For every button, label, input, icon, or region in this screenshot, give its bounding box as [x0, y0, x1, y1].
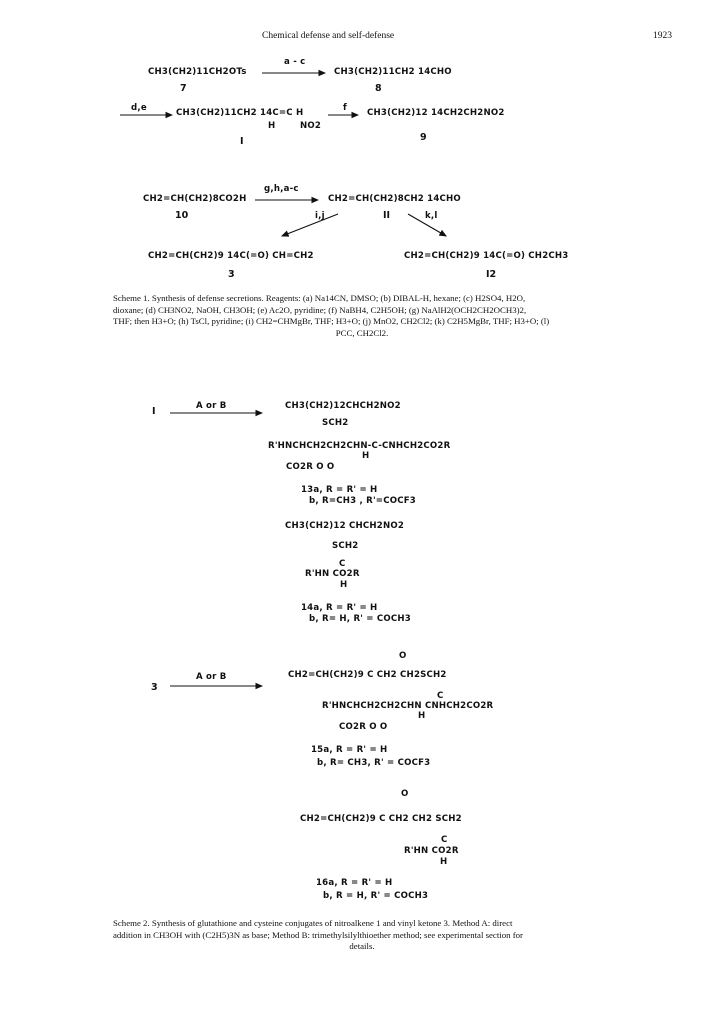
start-label-3: 3 [151, 682, 158, 693]
compound-9-formula: CH3(CH2)12 14CH2CH2NO2 [367, 108, 505, 118]
c15-line4: H [418, 711, 426, 721]
reagent-f: f [343, 103, 347, 113]
c15-line1: CH2=CH(CH2)9 C CH2 CH2SCH2 [288, 670, 447, 680]
scheme1-caption [113, 293, 611, 339]
compound-11-formula: CH2=CH(CH2)8CH2 14CHO [328, 194, 461, 204]
caption-line: details. [349, 941, 375, 951]
arrow-i-j [282, 214, 338, 236]
c16-line2: C [441, 835, 448, 845]
method-a-or-b-1: A or B [196, 401, 227, 411]
scheme2-caption [113, 918, 611, 953]
c15a-label: 15a, R = R' = H [311, 745, 388, 755]
label-12: I2 [486, 269, 497, 280]
c14-line1: CH3(CH2)12 CHCH2NO2 [285, 521, 405, 531]
compound-3-formula: CH2=CH(CH2)9 14C(=O) CH=CH2 [148, 251, 314, 261]
label-1: I [240, 136, 244, 147]
label-3: 3 [228, 269, 235, 280]
c14-line4: R'HN CO2R [305, 569, 360, 579]
caption-line: Scheme 1. Synthesis of defense secretions. Reagents: (a) Na14CN, DMSO; (b) DIBAL-H, hexane; (c) H2SO4, H2O, [113, 293, 526, 303]
reagents-g-h: g,h,a-c [264, 184, 299, 194]
label-11: II [383, 210, 391, 221]
c15-line5: CO2R O O [339, 722, 388, 732]
label-7: 7 [180, 83, 187, 94]
compound-10-formula: CH2=CH(CH2)8CO2H [143, 194, 247, 204]
c16-line0: O [401, 789, 409, 799]
c15-line0: O [399, 651, 407, 661]
c14-line3: C [339, 559, 346, 569]
compound-12-formula: CH2=CH(CH2)9 14C(=O) CH2CH3 [404, 251, 569, 261]
method-a-or-b-2: A or B [196, 672, 227, 682]
c15b-label: b, R= CH3, R' = COCF3 [317, 758, 431, 768]
caption-line: Scheme 2. Synthesis of glutathione and cysteine conjugates of nitroalkene 1 and vinyl ketone 3. Method A: direct [113, 918, 513, 928]
nitroalkene-no2: NO2 [300, 121, 322, 131]
c13-line1: CH3(CH2)12CHCH2NO2 [285, 401, 401, 411]
c16-line3: R'HN CO2R [404, 846, 459, 856]
caption-line: PCC, CH2Cl2. [335, 327, 389, 338]
label-8: 8 [375, 83, 382, 94]
compound-8-formula: CH3(CH2)11CH2 14CHO [334, 67, 452, 77]
c14a-label: 14a, R = R' = H [301, 603, 378, 613]
compound-7-formula: CH3(CH2)11CH2OTs [148, 67, 247, 77]
label-9: 9 [420, 132, 427, 143]
c16b-label: b, R = H, R' = COCH3 [323, 891, 429, 901]
c14-line5: H [340, 580, 348, 590]
c14-line2: SCH2 [332, 541, 359, 551]
c16a-label: 16a, R = R' = H [316, 878, 393, 888]
reagents-k-l: k,l [425, 211, 438, 221]
nitroalkene-1-formula: CH3(CH2)11CH2 14C=C H [176, 108, 304, 118]
c13-line3: R'HNCHCH2CH2CHN-C-CNHCH2CO2R [268, 441, 451, 451]
reagents-a-c: a - c [284, 57, 306, 67]
reagents-i-j: i,j [315, 211, 325, 221]
reagents-d-e: d,e [131, 103, 147, 113]
c15-line3: R'HNCHCH2CH2CHN CNHCH2CO2R [322, 701, 494, 711]
caption-line: dioxane; (d) CH3NO2, NaOH, CH3OH; (e) Ac2O, pyridine; (f) NaBH4, C2H5OH; (g) NaAlH2(OCH2CH2OCH3)2, [113, 304, 527, 315]
c13-line5: CO2R O O [286, 462, 335, 472]
c15-line2: C [437, 691, 444, 701]
c13b-label: b, R=CH3 , R'=COCF3 [309, 496, 416, 506]
running-title: Chemical defense and self-defense [262, 31, 395, 41]
label-10: 10 [175, 210, 189, 221]
c13a-label: 13a, R = R' = H [301, 485, 378, 495]
nitroalkene-h: H [268, 121, 276, 131]
c16-line1: CH2=CH(CH2)9 C CH2 CH2 SCH2 [300, 814, 462, 824]
caption-line: addition in CH3OH with (C2H5)3N as base; Method B: trimethylsilylthioether method; see experimental section for [113, 929, 523, 940]
c16-line4: H [440, 857, 448, 867]
page-number: 1923 [653, 31, 672, 41]
c14b-label: b, R= H, R' = COCH3 [309, 614, 411, 624]
start-label-1: I [152, 406, 156, 417]
c13-line2: SCH2 [322, 418, 349, 428]
c13-line4: H [362, 451, 370, 461]
caption-line: THF; then H3+O; (h) TsCl, pyridine; (i) CH2=CHMgBr, THF; H3+O; (j) MnO2, CH2Cl2; (k) C2H5MgBr, THF; H3+O; (l) [113, 316, 550, 326]
